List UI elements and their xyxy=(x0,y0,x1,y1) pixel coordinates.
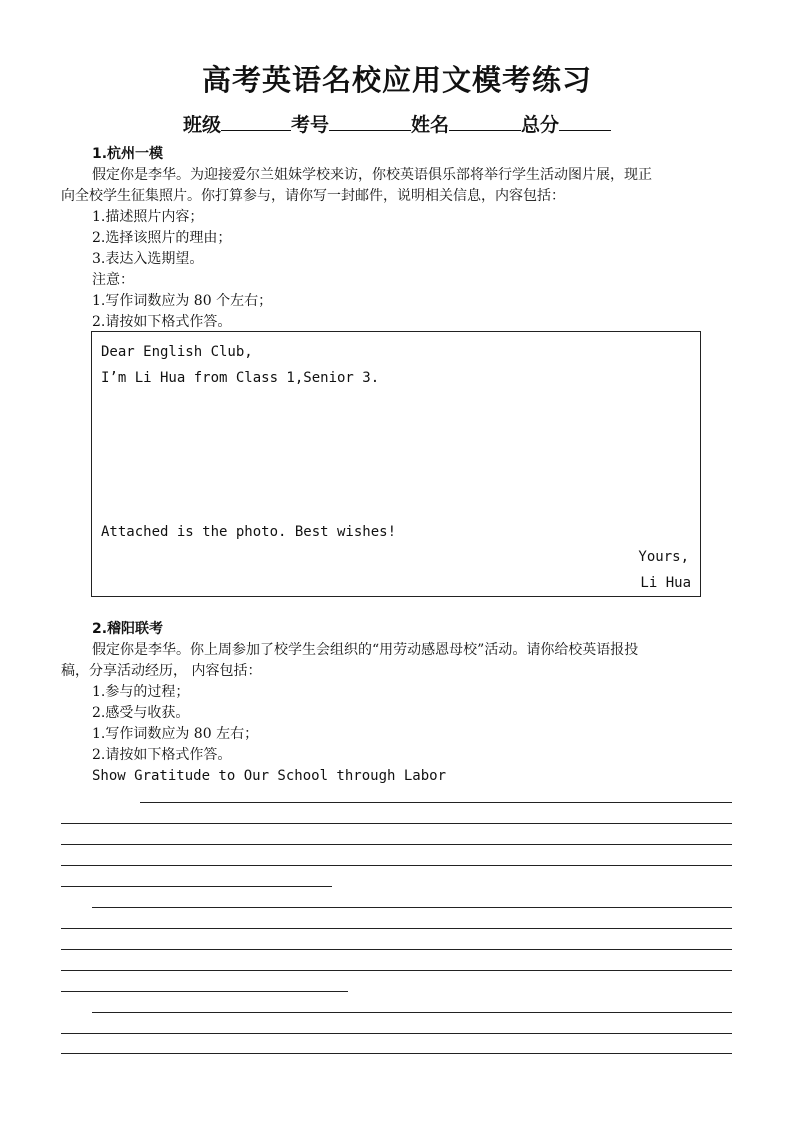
letter-signature: Li Hua xyxy=(640,575,691,591)
q1-prompt-line1: 假定你是李华。为迎接爱尔兰姐妹学校来访，你校英语俱乐部将举行学生活动图片展，现正 xyxy=(92,167,652,183)
q1-note-label: 注意： xyxy=(92,272,134,288)
name-label: 姓名 xyxy=(411,114,450,136)
name-field[interactable] xyxy=(449,112,521,131)
score-label: 总分 xyxy=(521,114,560,136)
writing-line[interactable] xyxy=(61,970,732,971)
writing-line[interactable] xyxy=(61,991,348,992)
writing-line[interactable] xyxy=(61,865,732,866)
class-label: 班级 xyxy=(182,114,221,136)
writing-line[interactable] xyxy=(61,1033,732,1034)
writing-line[interactable] xyxy=(61,886,332,887)
q1-point: 3.表达入选期望。 xyxy=(92,251,204,267)
q2-heading: 2.稽阳联考 xyxy=(92,621,164,637)
q2-prompt-line2: 稿，分享活动经历， 内容包括： xyxy=(61,663,262,679)
writing-line[interactable] xyxy=(61,928,732,929)
letter-answer-box[interactable] xyxy=(91,331,701,597)
q1-note: 1.写作词数应为 80 个左右； xyxy=(92,293,273,309)
q1-point: 1.描述照片内容； xyxy=(92,209,204,225)
writing-line[interactable] xyxy=(61,823,732,824)
letter-closing: Attached is the photo. Best wishes! xyxy=(101,524,397,540)
letter-intro: I’m Li Hua from Class 1,Senior 3. xyxy=(101,370,380,386)
score-field[interactable] xyxy=(559,112,611,131)
q2-note: 1.写作词数应为 80 左右； xyxy=(92,726,259,742)
q2-point: 2.感受与收获。 xyxy=(92,705,190,721)
page-title: 高考英语名校应用文模考练习 xyxy=(201,63,592,97)
q2-note: 2.请按如下格式作答。 xyxy=(92,747,232,763)
writing-line[interactable] xyxy=(92,907,732,908)
writing-line[interactable] xyxy=(140,802,732,803)
q1-heading: 1.杭州一模 xyxy=(92,146,164,162)
writing-line[interactable] xyxy=(61,949,732,950)
writing-line[interactable] xyxy=(61,1053,732,1054)
letter-greeting: Dear English Club, xyxy=(101,344,253,360)
q2-point: 1.参与的过程； xyxy=(92,684,190,700)
number-field[interactable] xyxy=(329,112,411,131)
q1-point: 2.选择该照片的理由； xyxy=(92,230,232,246)
letter-signoff: Yours, xyxy=(638,549,689,565)
q1-prompt-line2: 向全校学生征集照片。你打算参与，请你写一封邮件，说明相关信息，内容包括： xyxy=(61,188,565,204)
q1-note: 2.请按如下格式作答。 xyxy=(92,314,232,330)
writing-line[interactable] xyxy=(61,844,732,845)
q2-essay-title: Show Gratitude to Our School through Labor xyxy=(92,768,447,784)
student-info-line xyxy=(0,110,794,137)
writing-line[interactable] xyxy=(92,1012,732,1013)
q2-prompt-line1: 假定你是李华。你上周参加了校学生会组织的“用劳动感恩母校”活动。请你给校英语报投 xyxy=(92,642,639,658)
number-label: 考号 xyxy=(290,114,329,136)
class-field[interactable] xyxy=(221,112,291,131)
